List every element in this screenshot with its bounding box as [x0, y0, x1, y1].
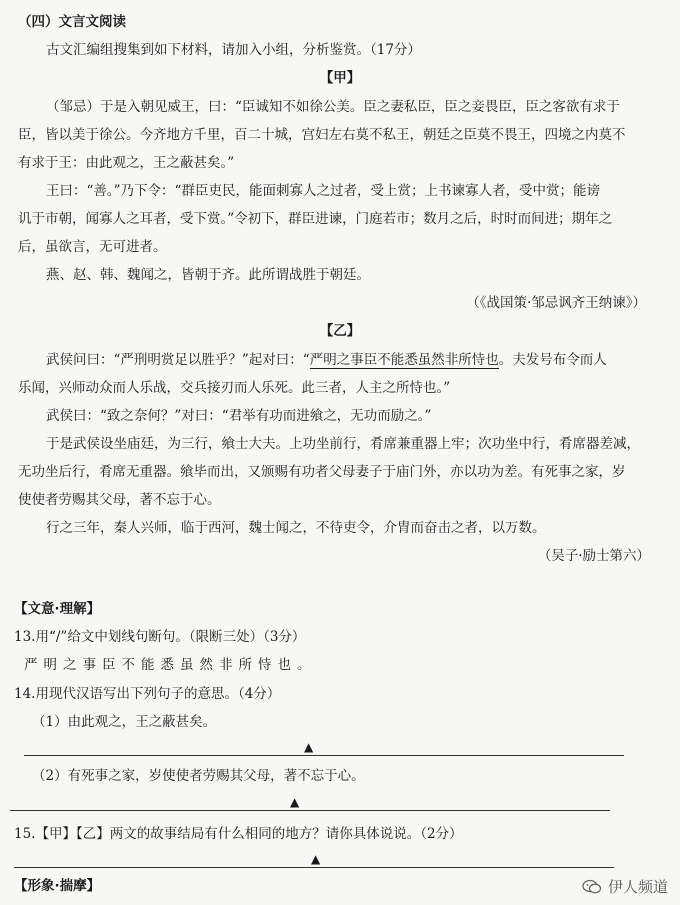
underlined-sentence: 严明之事臣不能悉虽然非所恃也 [309, 352, 499, 368]
watermark [582, 876, 668, 897]
yi-line-7: 行之三年，秦人兴师，临于西河，魏士闻之，不待吏令，介胄而奋击之者，以万数。 [46, 520, 546, 536]
answer-mark-2: ▲ [290, 795, 300, 809]
watermark-text: 伊人频道 [607, 878, 668, 896]
yi-source: （吴子·励士第六） [537, 548, 650, 564]
question-14-sub-2: （2）有死事之家，岁使使者劳赐其父母，著不忘于心。 [32, 768, 365, 784]
answer-line-3[interactable] [14, 867, 614, 868]
answer-line-1[interactable] [24, 755, 624, 756]
yi-line-3: 武侯曰：“致之奈何？”对曰：“君举有功而进飨之，无功而励之。” [46, 408, 432, 424]
yi-line-1-pre: 武侯问曰：“严刑明赏足以胜乎？”起对曰：“ [46, 352, 310, 368]
jia-line-3: 有求于王：由此观之，王之蔽甚矣。” [18, 155, 235, 171]
question-15: 15.【甲】【乙】两文的故事结局有什么相同的地方？请你具体说说。（2分） [14, 826, 463, 842]
yi-line-1-post: 。夫发号布令而人 [498, 352, 607, 368]
jia-line-1: （邹忌）于是入朝见威王，曰：“臣诚知不如徐公美。臣之妻私臣，臣之妾畏臣，臣之客欲有求于 [46, 99, 620, 115]
answer-mark-1: ▲ [304, 740, 314, 754]
jia-line-7: 燕、赵、韩、魏闻之，皆朝于齐。此所谓战胜于朝廷。 [46, 267, 370, 283]
jia-source: （《战国策·邹忌讽齐王纳谏》） [466, 295, 646, 311]
question-14: 14.用现代汉语写出下列句子的意思。（4分） [14, 686, 281, 702]
question-13: 13.用“/”给文中划线句断句。（限断三处）（3分） [14, 629, 306, 645]
question-14-sub-1: （1）由此观之，王之蔽甚矣。 [32, 714, 217, 730]
wechat-icon [582, 879, 602, 895]
yi-heading: 【乙】 [319, 323, 361, 339]
jia-line-2: 臣，皆以美于徐公。今齐地方千里，百二十城，宫妇左右莫不私王，朝廷之臣莫不畏王，四境之内莫不 [18, 127, 626, 143]
yi-line-4: 于是武侯设坐庙廷，为三行，飨士大夫。上功坐前行，肴席兼重器上牢；次功坐中行，肴席器差减， [46, 436, 640, 452]
question-13-sentence: 严明之事臣不能悉虽然非所恃也。 [24, 657, 317, 673]
section-title: （四）文言文阅读 [18, 14, 126, 30]
yi-line-2: 乐闻，兴师动众而人乐战，交兵接刃而人乐死。此三者，人主之所恃也。” [18, 380, 451, 396]
section-image-analysis: 【形象·揣摩】 [14, 878, 101, 894]
yi-line-5: 无功坐后行，肴席无重器。飨毕而出，又颁赐有功者父母妻子于庙门外，亦以功为差。有死事之家，岁 [18, 464, 626, 480]
yi-line-6: 使使者劳赐其父母，著不忘于心。 [18, 492, 221, 508]
jia-heading: 【甲】 [319, 70, 361, 86]
section-comprehension: 【文意·理解】 [14, 601, 101, 617]
jia-line-5: 讥于市朝，闻寡人之耳者，受下赏。”令初下，群臣进谏，门庭若市；数月之后，时时而间进；期年之 [18, 211, 613, 227]
yi-line-1 [46, 350, 607, 370]
jia-line-4: 王曰：“善。”乃下令：“群臣吏民，能面刺寡人之过者，受上赏；上书谏寡人者，受中赏；能谤 [46, 183, 600, 199]
answer-mark-3: ▲ [311, 852, 321, 866]
jia-line-6: 后，虽欲言，无可进者。 [18, 239, 167, 255]
intro-text: 古文汇编组搜集到如下材料，请加入小组，分析鉴赏。（17分） [46, 42, 421, 58]
answer-line-2[interactable] [10, 810, 610, 811]
